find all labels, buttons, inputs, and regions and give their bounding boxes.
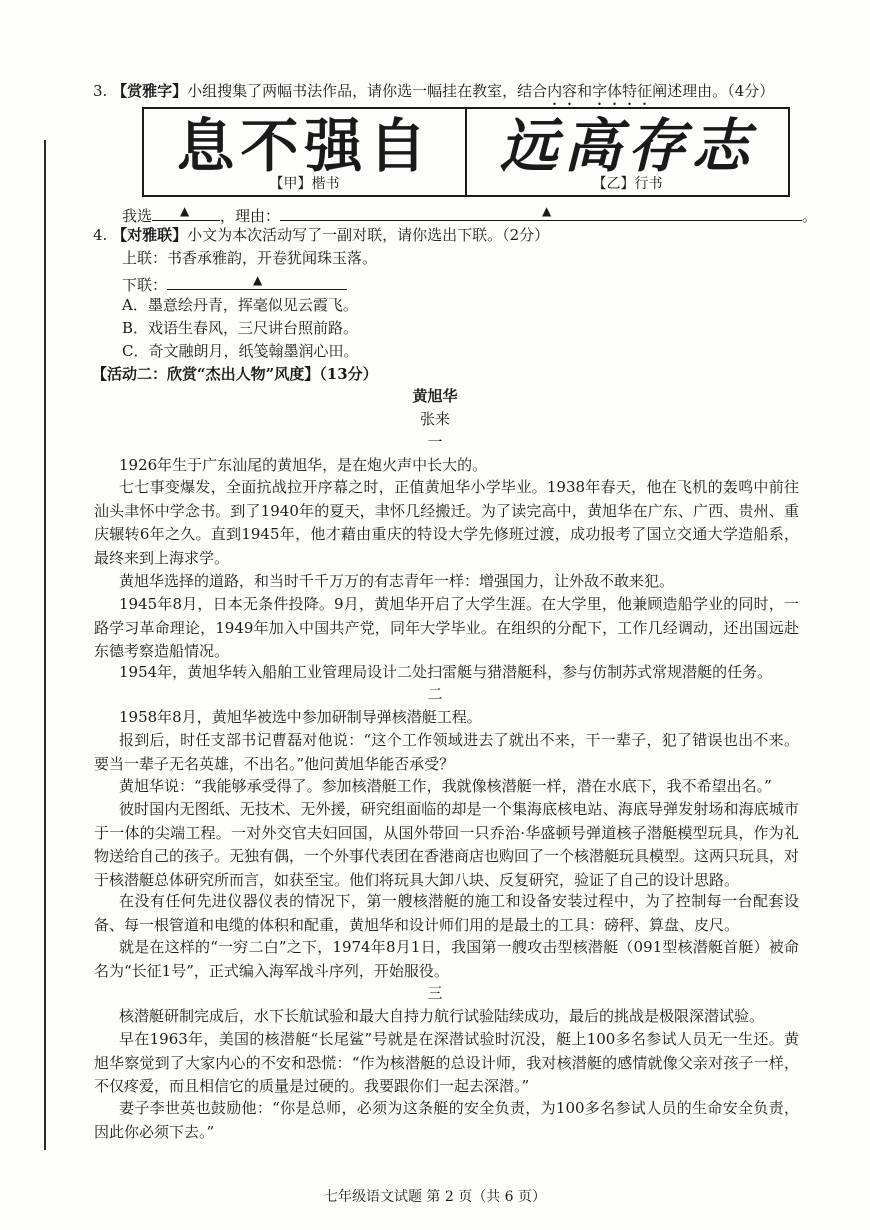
calligraphy-caption: 【甲】楷书	[269, 176, 340, 192]
blank-marker: ▲	[542, 204, 552, 218]
article-paragraph: 妻子李世英也鼓励他：“你是总师，必须为这条艇的安全负责，为100多名参试人员的生命安全负责，因此你必须下去。”	[94, 1099, 799, 1141]
lower-couplet	[122, 271, 347, 296]
emphasis-content: 内容	[547, 82, 578, 100]
blank-marker: ▲	[180, 204, 190, 218]
calligraphy-chars-xing: 远高存志	[499, 112, 756, 180]
article-paragraph: 报到后，时任支部书记曹磊对他说：“这个工作领域进去了就出不来，干一辈子，犯了错误也出不来。要当一辈子无名英雄，不出名。”他问黄旭华能否承受？	[94, 731, 799, 773]
article-paragraph: 核潜艇研制完成后，水下长航试验和最大自持力航行试验陆续成功，最后的挑战是极限深潜试验。	[119, 1007, 765, 1025]
question-tag: 【对雅联】	[112, 226, 188, 244]
article-paragraph: 七七事变爆发，全面抗战拉开序幕之时，正值黄旭华小学毕业。1938年春天，他在飞机的轰鸣中前往汕头聿怀中学念书。到了1940年的夏天，聿怀几经搬迁。为了读完高中，黄旭华在广东、广西、贵州、重庆辗转6年之久。直到1945年，他才藉由重庆的特设大学先修班过渡，成功报考了国立交通大学造船系，最终来到上海求学。	[94, 478, 799, 567]
page-footer: 七年级语文试题 第 2 页（共 6 页）	[323, 1189, 547, 1205]
question-4-prompt	[93, 224, 549, 246]
question-score: （4分）	[727, 82, 775, 100]
calligraphy-caption: 【乙】行书	[592, 176, 663, 192]
article-paragraph: 彼时国内无图纸、无技术、无外援，研究组面临的却是一个集海底核电站、海底导弹发射场和海底城市于一体的尖端工程。一对外交官夫妇回国，从国外带回一只乔治·华盛顿号弹道核子潜艇模型玩具，作为礼物送给自己的孩子。无独有偶，一个外事代表团在香港商店也购回了一个核潜艇玩具模型。这两只玩具，对于核潜艇总体研究所而言，如获至宝。他们将玩具大卸八块、反复研究，验证了自己的设计思路。	[94, 800, 800, 889]
article-paragraph: 1926年生于广东汕尾的黄旭华，是在炮火声中长大的。	[119, 456, 488, 474]
lower-couplet-blank[interactable]	[167, 271, 347, 290]
article-title: 黄旭华	[412, 387, 458, 405]
article-paragraph: 1954年，黄旭华转入船舶工业管理局设计二处扫雷艇与猎潜艇科，参与仿制苏式常规潜艇的任务。	[119, 663, 773, 681]
question-3-prompt	[93, 80, 774, 109]
calligraphy-work-yi	[465, 109, 788, 195]
answer-prefix: 我选	[122, 207, 153, 225]
article-paragraph: 1958年8月，黄旭华被选中参加研制导弹核潜艇工程。	[119, 708, 482, 726]
calligraphy-work-jia	[144, 109, 465, 195]
article-author: 张来	[419, 410, 450, 428]
article-paragraph: 黄旭华选择的道路，和当时千千万万的有志青年一样：增强国力，让外敌不敢来犯。	[119, 572, 675, 590]
section-number: 三	[427, 984, 443, 1002]
article-paragraph: 1945年8月，日本无条件投降。9月，黄旭华开启了大学生涯。在大学里，他兼顾造船学业的同时，一路学习革命理论，1949年加入中国共产党，同年大学毕业。在组织的分配下，工作几经调动，还出国远赴东德考察造船情况。	[94, 595, 799, 660]
question-number: 3.	[93, 82, 108, 100]
calligraphy-table	[142, 107, 790, 197]
section-number: 一	[427, 433, 443, 451]
article-paragraph: 就是在这样的“一穷二白”之下，1974年8月1日，我国第一艘攻击型核潜艇（091型核潜艇首艇）被命名为“长征1号”，正式编入海军战斗序列，开始服役。	[94, 938, 799, 980]
question-text-joiner: 和	[577, 82, 593, 100]
emphasis-font-features: 字体特征	[592, 82, 653, 100]
upper-couplet-label: 上联：	[122, 249, 168, 267]
option-c: C．奇文融朗月，纸笺翰墨润心田。	[122, 342, 359, 360]
calligraphy-chars-kai: 息不强自	[176, 112, 433, 180]
choice-blank[interactable]	[152, 202, 220, 221]
article-paragraph: 黄旭华说：“我能够承受得了。参加核潜艇工作，我就像核潜艇一样，潜在水底下，我不希望出名。”	[119, 777, 772, 795]
answer-end: 。	[802, 207, 818, 225]
upper-couplet-text: 书香承雅韵，开卷犹闻珠玉落。	[167, 249, 378, 267]
lower-couplet-label: 下联：	[122, 276, 168, 294]
question-tag: 【赏雅字】	[112, 82, 188, 100]
question-number: 4.	[93, 226, 108, 244]
question-text-end: 阐述理由。	[652, 82, 728, 100]
answer-mid: ，理由：	[220, 207, 281, 225]
option-a: A．墨意绘丹青，挥毫似见云霞飞。	[122, 296, 358, 314]
upper-couplet	[122, 247, 377, 269]
article-paragraph: 早在1963年，美国的核潜艇“长尾鲨”号就是在深潜试验时沉没，艇上100多名参试人员无一生还。黄旭华察觉到了大家内心的不安和恐慌：“作为核潜艇的总设计师，我对核潜艇的感情就像父亲对孩子一样，不仅疼爱，而且相信它的质量是过硬的。我要跟你们一起去深潜。”	[94, 1030, 799, 1095]
question-text: 小组搜集了两幅书法作品，请你选一幅挂在教室，结合	[187, 82, 548, 100]
question-text: 小文为本次活动写了一副对联，请你选出下联。（2分）	[187, 226, 550, 244]
section-number: 二	[427, 685, 443, 703]
reason-blank[interactable]	[280, 202, 802, 221]
blank-marker: ▲	[253, 273, 263, 287]
option-b: B．戏语生春风，三尺讲台照前路。	[122, 319, 359, 337]
activity-2-heading: 【活动二：欣赏“杰出人物”风度】（13分）	[92, 365, 378, 383]
article-paragraph: 在没有任何先进仪器仪表的情况下，第一艘核潜艇的施工和设备安装过程中，为了控制每一台配套设备、每一根管道和电缆的体积和配重，黄旭华和设计师们用的是最土的工具：磅秤、算盘、皮尺。	[94, 892, 799, 934]
